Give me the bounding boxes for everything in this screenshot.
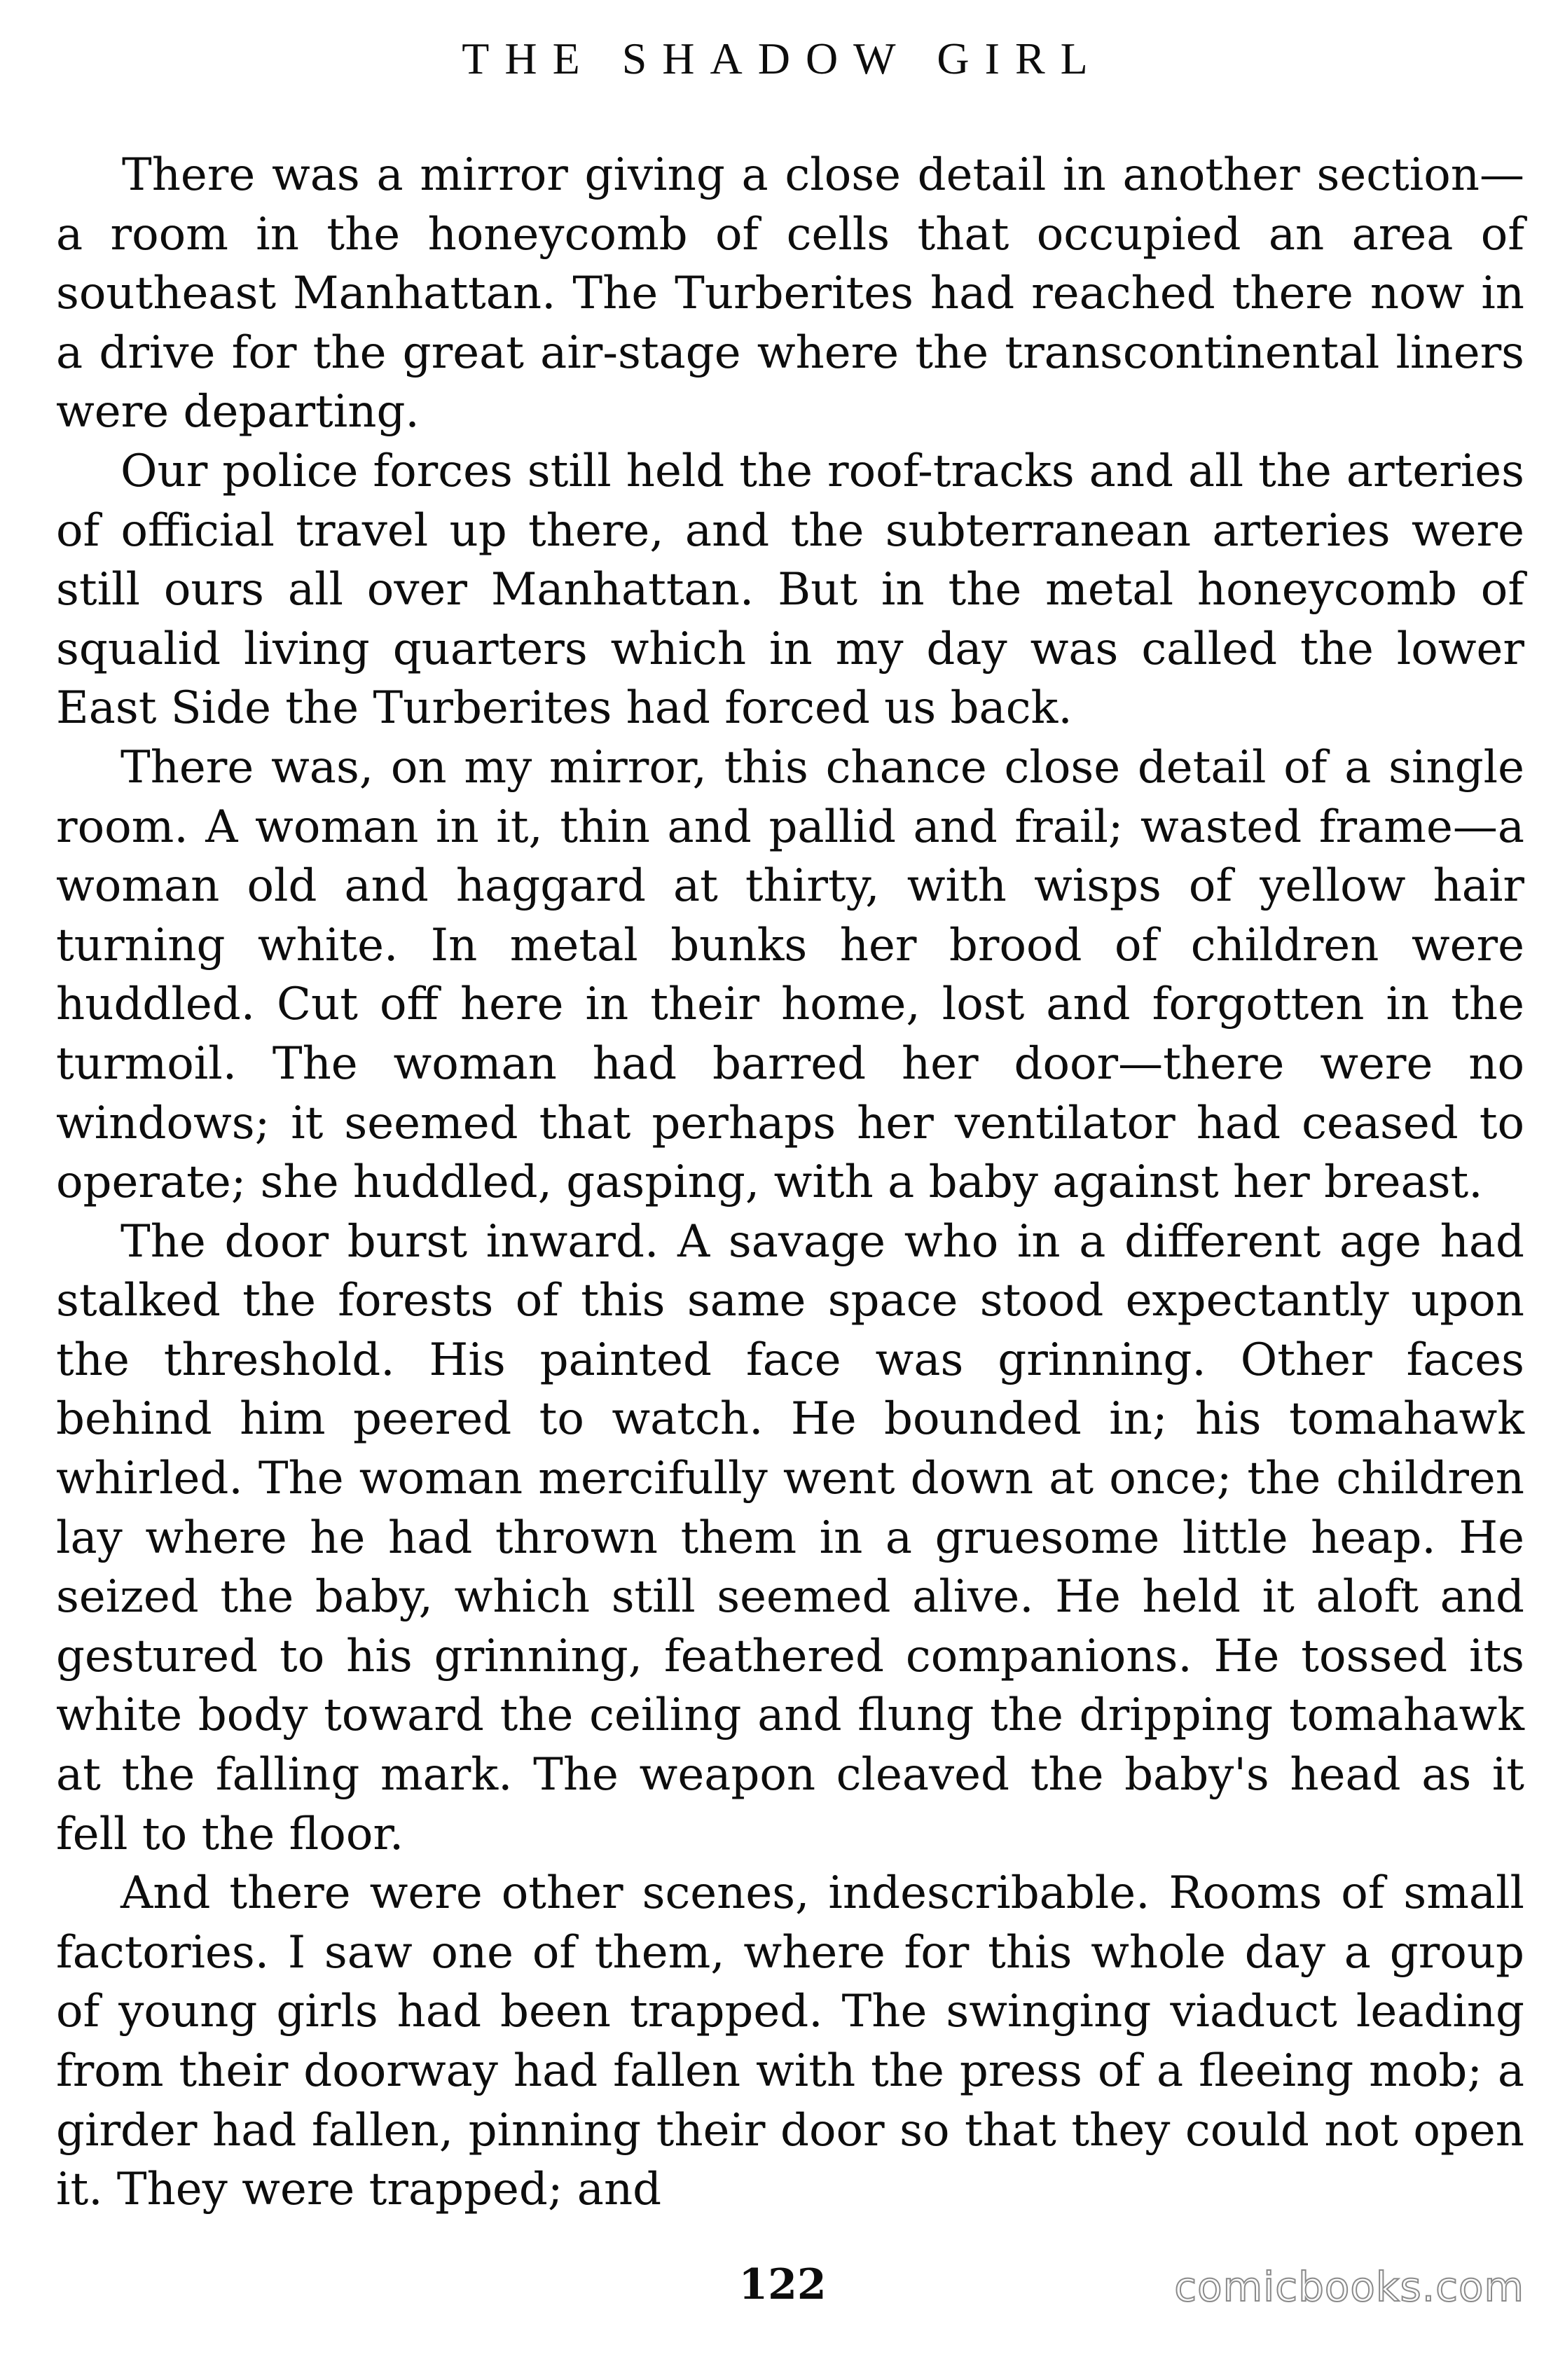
- body-text: [56, 146, 1524, 2220]
- page-number: 122: [738, 2260, 827, 2309]
- paragraph: Our police forces still held the roof-tracks and all the arteries of official travel up there, and the subterranean arteries were still ours all over Manhattan. But in the metal honeycomb of squalid living quarters which in my day was called the lower East Side the Turberites had forced us back.: [56, 445, 1524, 735]
- paragraph: The door burst inward. A savage who in a different age had stalked the forests of this same space stood expectantly upon the threshold. His painted face was grinning. Other faces behind him peered to watch. He bounded in; his tomahawk whirled. The woman mercifully went down at once; the children lay where he had thrown them in a gruesome little heap. He seized the baby, which still seemed alive. He held it aloft and gestured to his grinning, feathered companions. He tossed its white body toward the ceiling and flung the dripping tomahawk at the falling mark. The weapon cleaved the baby's head as it fell to the floor.: [56, 1215, 1524, 1860]
- watermark: comicbooks.com: [1174, 2263, 1524, 2311]
- paragraph: There was, on my mirror, this chance close detail of a single room. A woman in it, thin and pallid and frail; wasted frame—a woman old and haggard at thirty, with wisps of yellow hair turning white. In metal bunks her brood of children were huddled. Cut off here in their home, lost and forgotten in the turmoil. The woman had barred her door—there were no windows; it seemed that perhaps her ventilator had ceased to operate; she huddled, gasping, with a baby against her breast.: [56, 741, 1524, 1209]
- paragraph: There was a mirror giving a close detail in another section—a room in the honeycomb of cells that occupied an area of southeast Manhattan. The Turberites had reached there now in a drive for the great air-stage where the transcontinental liners were departing.: [56, 149, 1524, 438]
- paragraph: And there were other scenes, indescribable. Rooms of small factories. I saw one of them, where for this whole day a group of young girls had been trapped. The swinging viaduct leading from their doorway had fallen with the press of a fleeing mob; a girder had fallen, pinning their door so that they could not open it. They were trapped; and: [56, 1867, 1524, 2216]
- running-head: THE SHADOW GIRL: [462, 34, 1103, 83]
